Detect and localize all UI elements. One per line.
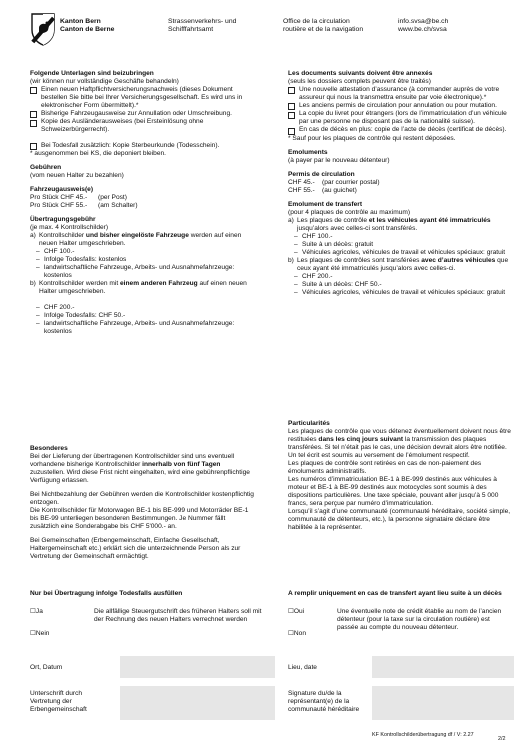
fr-death-text: Une éventuelle note de crédit établie au nom de l’ancien détenteur (pour la taxe sur la circulation routière) est passée au compte du nouveau détenteur. [337, 608, 502, 632]
bern-logo-icon [30, 12, 56, 46]
de-docs-note: * ausgenommen bei KS, die deponiert bleiben. [30, 149, 166, 157]
office-name-de-1: Strassenverkehrs- und [168, 18, 237, 25]
de-docs-sub: (wir können nur vollständige Geschäfte behandeln) [30, 78, 179, 86]
de-special-title: Besonderes [30, 445, 68, 452]
fr-doc-item-1: Une nouvelle attestation d’assurance (à commander auprès de votre assureur qui nous la transmettra ensuite par voie électronique).* [299, 86, 500, 102]
fr-transfer-b-item-2: – Suite à un décès: CHF 50.- [288, 281, 512, 289]
de-doc-item-1: Einen neuen Haftpflichtversicherungsnachweis (dieses Dokument bestellen Sie bitte bei Ihrer Versicherungsgesellschaft. Es wird uns in elektronischer Form übermittelt).* [41, 86, 243, 110]
fr-special-p1: Les plaques de contrôle que vous détenez éventuellement doivent nous être restituées dans les cinq jours suivant la transmission des plaques transférées. Si tel n’était pas le cas, une décision devrait alors être notifiée. Un tel écrit est soumis au versement de l’émolument respectif. [288, 428, 511, 460]
de-special-p4: Bei Gemeinschaften (Erbengemeinschaft, Einfache Gesellschaft, Haltergemeinschaft etc.) erklärt sich die unterzeichnende Person als zur Vertretung der Gemeinschaft ermächtigt. [30, 537, 241, 561]
fr-doc-item-4: En cas de décès en plus: copie de l’acte de décès (certificat de décès). [299, 126, 507, 134]
fr-special-section [288, 420, 512, 532]
fr-docs-sub: (seuls les dossiers complets peuvent être traités) [288, 78, 431, 86]
fr-vehicle-line-2: CHF 55.- (au guichet) [288, 186, 357, 194]
fr-signature-label: Signature du/de la représentant(e) de la communauté héréditaire [288, 690, 360, 714]
fr-signature-field[interactable] [372, 686, 514, 720]
fr-doc-checkbox-4[interactable] [288, 128, 295, 135]
fr-place-date-label: Lieu, date [288, 664, 317, 671]
de-documents-section [30, 70, 254, 336]
fr-transfer-title: Emolument de transfert [288, 200, 363, 208]
de-special-p3: Die Kontrollschilder für Motorwagen BE-1 bis BE-999 und Motorräder BE-1 bis BE-99 unterliegen besonderen Bestimmungen. Je Nummer fällt zusätzlich eine Sonderabgabe bis CHF 5'000.- an. [30, 507, 249, 531]
de-transfer-b: b) Kontrollschilder werden mit einem anderen Fahrzeug auf einen neuen Halter umgeschrieben. [30, 280, 247, 296]
de-death-text: Die allfällige Steuergutschrift des früheren Halters soll mit der Rechnung des neuen Halters verrechnet werden [94, 608, 262, 624]
de-doc-item-3: Kopie des Ausländerausweises (bei Ersteinlösung ohne Schweizerbürgerrecht). [41, 118, 204, 134]
fr-transfer-b: b) Les plaques de contrôles sont transférées avec d’autres véhicules que ceux ayant été immatriculés jusqu’alors avec celles-ci. [288, 257, 509, 273]
fr-transfer-a: a) Les plaques de contrôle et les véhicules ayant été immatriculés jusqu’alors avec celles-ci sont transférés. [288, 217, 491, 233]
page-number: 2/2 [498, 736, 506, 742]
de-doc-item-2: Bisherige Fahrzeugausweise zur Annullation oder Umschreibung. [41, 110, 232, 118]
de-place-date-label: Ort, Datum [30, 664, 63, 671]
de-doc-checkbox-1[interactable] [30, 87, 37, 94]
de-transfer-b-item-1: – CHF 200.- [30, 304, 254, 312]
de-doc-checkbox-4[interactable] [30, 143, 37, 150]
de-transfer-b-item-3: – landwirtschaftliche Fahrzeuge, Arbeits- und Ausnahmefahrzeuge: kostenlos [30, 320, 254, 336]
fr-transfer-b-item-3: – Véhicules agricoles, véhicules de travail et véhicules spéciaux: gratuit [288, 289, 512, 297]
fr-docs-note: * Sauf pour les plaques de contrôle qui restent déposées. [288, 134, 456, 142]
fr-special-p3: Les numéros d’immatriculation BE-1 à BE-999 destinés aux véhicules à moteur et BE-1 à BE-99 destinés aux motocycles sont soumis à des dispositions particulières. Une taxe spéciale, pouvant aller jusqu’à 5 000 francs, sera perçue par numéro d’immatriculation. [288, 476, 499, 508]
fr-transfer-b-item-1: – CHF 200.- [288, 273, 512, 281]
contact-email[interactable]: info.svsa@be.ch [398, 18, 449, 25]
fr-doc-checkbox-3[interactable] [288, 112, 295, 119]
fr-vehicle-line-1: CHF 45.- (par courrier postal) [288, 178, 380, 186]
de-doc-checkbox-3[interactable] [30, 120, 37, 127]
org-name-de: Kanton Bern [60, 18, 101, 25]
de-vehicle-line-2: Pro Stück CHF 55.- (am Schalter) [30, 201, 138, 209]
de-transfer-a-item-2: – Infolge Todesfalls: kostenlos [30, 256, 254, 264]
fr-special-title: Particularités [288, 420, 330, 427]
form-reference: KF Kontrollschilderübertragung df / V: 2.27 [372, 732, 474, 738]
office-name-fr-1: Office de la circulation [283, 18, 350, 25]
de-place-date-field[interactable] [120, 656, 275, 678]
de-transfer-sub: (je max. 4 Kontrollschilder) [30, 224, 109, 232]
de-transfer-a-item-3: – landwirtschaftliche Fahrzeuge, Arbeits- und Ausnahmefahrzeuge: kostenlos [30, 264, 254, 280]
fr-transfer-sub: (pour 4 plaques de contrôle au maximum) [288, 209, 411, 216]
de-vehicle-title: Fahrzeugausweis(e) [30, 185, 94, 193]
de-yes-checkbox[interactable]: ☐Ja [30, 608, 43, 615]
fr-special-p4: Lorsqu’il s’agit d’une communauté (communauté héréditaire, société simple, communauté de détenteurs, etc.), la personne signataire déclare être habilitée à la représenter. [288, 508, 511, 532]
de-transfer-b-item-2: – Infolge Todesfalls: CHF 50.- [30, 312, 254, 320]
de-special-p1: Bei der Lieferung der übertragenen Kontrollschilder sind uns eventuell vorhandene bisherige Kontrollschilder innerhalb von fünf Tagen zuzustellen. Wird diese Frist nicht eingehalten, wird eine gebührenpflichtige Verfügung erlassen. [30, 453, 250, 485]
fr-doc-item-3: La copie du livret pour étrangers (lors de l’immatriculation d’un véhicule par une personne ne disposant pas de la nationalité suisse). [299, 110, 507, 126]
fr-vehicle-title: Permis de circulation [288, 170, 355, 178]
de-fees-title: Gebühren [30, 163, 62, 171]
fr-doc-checkbox-2[interactable] [288, 103, 295, 110]
fr-fees-title: Emoluments [288, 148, 328, 156]
fr-transfer-a-item-3: – Véhicules agricoles, véhicules de travail et véhicules spéciaux: gratuit [288, 249, 512, 257]
de-death-title: Nur bei Übertragung infolge Todesfalls ausfüllen [30, 590, 183, 597]
fr-yes-checkbox[interactable]: ☐Oui [288, 608, 305, 615]
de-docs-title: Folgende Unterlagen sind beizubringen [30, 70, 154, 77]
de-doc-checkbox-2[interactable] [30, 111, 37, 118]
de-transfer-title: Übertragungsgebühr [30, 216, 96, 223]
fr-death-title: A remplir uniquement en cas de transfert ayant lieu suite à un décès [288, 590, 502, 597]
de-doc-item-4: Bei Todesfall zusätzlich: Kopie Sterbeurkunde (Todesschein). [41, 141, 220, 149]
fr-special-p2: Les plaques de contrôle sont retirées en cas de non-paiement des émoluments administratifs. [288, 460, 482, 476]
fr-docs-title: Les documents suivants doivent être annexés [288, 70, 433, 77]
fr-documents-section [288, 70, 512, 297]
de-transfer-a: a) Kontrollschilder und bisher eingelöste Fahrzeuge werden auf einen neuen Halter umgeschrieben. [30, 232, 242, 248]
de-special-p2: Bei Nichtbezahlung der Gebühren werden die Kontrollschilder kostenpflichtig entzogen. [30, 491, 254, 507]
contact-web[interactable]: www.be.ch/svsa [398, 26, 447, 34]
fr-doc-checkbox-1[interactable] [288, 87, 295, 94]
fr-doc-item-2: Les anciens permis de circulation pour annulation ou pour mutation. [299, 102, 497, 110]
org-name-fr: Canton de Berne [60, 26, 115, 34]
office-name-fr-2: routière et de la navigation [283, 26, 364, 34]
fr-no-checkbox[interactable]: ☐Non [288, 630, 307, 637]
de-signature-field[interactable] [120, 686, 275, 720]
de-special-section [30, 445, 254, 561]
de-no-checkbox[interactable]: ☐Nein [30, 630, 50, 637]
fr-transfer-a-item-2: – Suite à un décès: gratuit [288, 241, 512, 249]
fr-fees-sub: (à payer par le nouveau détenteur) [288, 156, 390, 164]
de-fees-sub: (vom neuen Halter zu bezahlen) [30, 171, 124, 179]
de-transfer-a-item-1: – CHF 100.- [30, 248, 254, 256]
de-vehicle-line-1: Pro Stück CHF 45.- (per Post) [30, 193, 127, 201]
fr-transfer-a-item-1: – CHF 100.- [288, 233, 512, 241]
de-signature-label: Unterschrift durch Vertretung der Erbengemeinschaft [30, 690, 87, 714]
office-name-de-2: Schifffahrtsamt [168, 26, 214, 34]
fr-place-date-field[interactable] [372, 656, 514, 678]
